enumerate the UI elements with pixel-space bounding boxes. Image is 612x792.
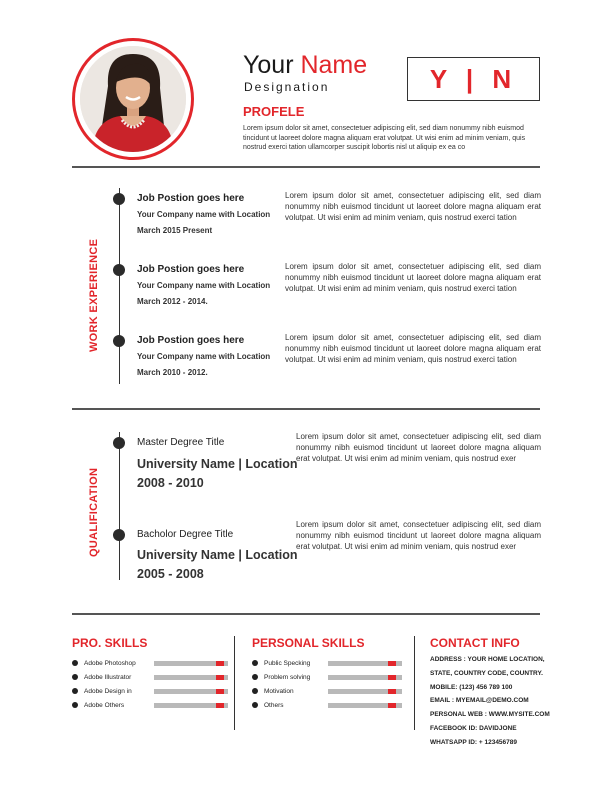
skill-row bbox=[72, 656, 228, 670]
column-separator bbox=[414, 636, 415, 730]
contact-heading: CONTACT INFO bbox=[430, 636, 520, 650]
job-date: March 2012 - 2014. bbox=[137, 297, 208, 306]
job-company: Your Company name with Location bbox=[137, 352, 271, 361]
degree-title: Bacholor Degree Title bbox=[137, 529, 234, 540]
skill-bar-fill bbox=[216, 703, 224, 708]
job-title: Job Postion goes here bbox=[137, 335, 245, 346]
contact-email: EMAIL : MYEMAIL@DEMO.COM bbox=[430, 697, 529, 705]
contact-address-line-1: ADDRESS : YOUR HOME LOCATION, bbox=[430, 656, 545, 663]
timeline-dot bbox=[113, 529, 125, 541]
job-date: March 2015 Present bbox=[137, 226, 213, 235]
divider-3 bbox=[72, 613, 540, 615]
job-title: Job Postion goes here bbox=[137, 193, 245, 204]
skill-label: Adobe Design in bbox=[84, 687, 132, 695]
bullet-icon bbox=[252, 688, 258, 694]
contact-mobile: MOBILE: (123) 456 789 100 bbox=[430, 683, 513, 691]
skill-bar-fill bbox=[388, 703, 396, 708]
divider-1 bbox=[72, 166, 540, 168]
divider-2 bbox=[72, 408, 540, 410]
skill-bar-fill bbox=[216, 661, 224, 666]
job-description: Lorem ipsum dolor sit amet, consectetuer adipiscing elit, sed diam nonummy nibh euismod tincidunt ut laoreet dolore magna aliquam erat volutpat. Ut wisi enim ad minim veniam, quis nostrud exerci tation bbox=[285, 333, 541, 364]
personal-skills-heading: PERSONAL SKILLS bbox=[252, 636, 365, 650]
contact-facebook: FACEBOOK ID: DAVIDJONE bbox=[430, 724, 517, 732]
column-separator bbox=[234, 636, 235, 730]
skill-row bbox=[72, 698, 228, 712]
personal-skills-list bbox=[252, 656, 408, 712]
full-name bbox=[243, 52, 367, 78]
bullet-icon bbox=[72, 674, 78, 680]
skill-bar-fill bbox=[388, 675, 396, 680]
last-name: Name bbox=[300, 51, 368, 79]
degree-years: 2005 - 2008 bbox=[137, 567, 204, 581]
job-date: March 2010 - 2012. bbox=[137, 368, 208, 377]
pro-skills-heading: PRO. SKILLS bbox=[72, 636, 148, 650]
contact-website: PERSONAL WEB : WWW.MYSITE.COM bbox=[430, 711, 550, 719]
bullet-icon bbox=[252, 660, 258, 666]
bullet-icon bbox=[72, 702, 78, 708]
degree-university: University Name | Location bbox=[137, 548, 298, 562]
degree-university: University Name | Location bbox=[137, 457, 298, 471]
contact-list bbox=[430, 653, 550, 750]
degree-years: 2008 - 2010 bbox=[137, 476, 204, 490]
timeline-dot bbox=[113, 335, 125, 347]
skill-bar-fill bbox=[216, 689, 224, 694]
skill-bar-fill bbox=[216, 675, 224, 680]
skill-row bbox=[252, 684, 408, 698]
skill-bar-fill bbox=[388, 689, 396, 694]
skill-row bbox=[252, 656, 408, 670]
degree-description: Lorem ipsum dolor sit amet, consectetuer adipiscing elit, sed diam nonummy nibh euismod tincidunt ut laoreet dolore magna aliquam erat volutpat. Ut wisi enim ad minim veniam, quis nostrud exer bbox=[296, 432, 541, 463]
job-description: Lorem ipsum dolor sit amet, consectetuer adipiscing elit, sed diam nonummy nibh euismod tincidunt ut laoreet dolore magna aliquam erat volutpat. Ut wisi enim ad minim veniam, quis nostrud exerci tation bbox=[285, 262, 541, 293]
job-company: Your Company name with Location bbox=[137, 210, 271, 219]
skill-label: Motivation bbox=[264, 687, 294, 695]
skill-row bbox=[72, 670, 228, 684]
profile-text: Lorem ipsum dolor sit amet, consectetuer adipiscing elit, sed diam nonummy nibh euismod tincidunt ut laoreet dolore magna aliquam erat volutpat. Ut wisi enim ad minim veniam, quis nostrud exerci tation ullamcorper suscipit lobortis nisl ut aliquip ex ea co bbox=[243, 125, 526, 152]
skill-bar bbox=[328, 689, 402, 694]
job-description: Lorem ipsum dolor sit amet, consectetuer adipiscing elit, sed diam nonummy nibh euismod tincidunt ut laoreet dolore magna aliquam erat volutpat. Ut wisi enim ad minim veniam, quis nostrud exerci tation bbox=[285, 191, 541, 222]
bullet-icon bbox=[72, 660, 78, 666]
skill-label: Problem solving bbox=[264, 673, 311, 681]
degree-title: Master Degree Title bbox=[137, 437, 225, 448]
job-company: Your Company name with Location bbox=[137, 281, 271, 290]
skill-label: Adobe Others bbox=[84, 701, 125, 709]
profile-photo bbox=[80, 46, 186, 152]
pro-skills-list bbox=[72, 656, 228, 712]
timeline-dot bbox=[113, 264, 125, 276]
skill-bar bbox=[328, 703, 402, 708]
job-title: Job Postion goes here bbox=[137, 264, 245, 275]
qualification-label: QUALIFICATION bbox=[88, 467, 100, 557]
skill-bar bbox=[154, 675, 228, 680]
skill-row bbox=[252, 698, 408, 712]
timeline-dot bbox=[113, 437, 125, 449]
skill-bar bbox=[328, 675, 402, 680]
bullet-icon bbox=[72, 688, 78, 694]
skill-bar bbox=[154, 689, 228, 694]
skill-label: Adobe Illustrator bbox=[84, 673, 132, 681]
initials-logo: Y | N bbox=[407, 57, 540, 101]
designation: Designation bbox=[244, 80, 330, 94]
skill-label: Others bbox=[264, 701, 284, 709]
work-experience-label: WORK EXPERIENCE bbox=[88, 238, 100, 352]
contact-whatsapp: WHATSAPP ID: + 123456789 bbox=[430, 738, 518, 746]
skill-bar bbox=[154, 703, 228, 708]
skill-row bbox=[72, 684, 228, 698]
work-timeline-line bbox=[119, 188, 120, 384]
bullet-icon bbox=[252, 674, 258, 680]
skill-bar bbox=[154, 661, 228, 666]
contact-address-line-2: STATE, COUNTRY CODE, COUNTRY. bbox=[430, 669, 543, 677]
skill-row bbox=[252, 670, 408, 684]
timeline-dot bbox=[113, 193, 125, 205]
bullet-icon bbox=[252, 702, 258, 708]
skill-bar bbox=[328, 661, 402, 666]
profile-heading: PROFELE bbox=[243, 104, 305, 119]
skill-label: Adobe Photoshop bbox=[84, 659, 136, 667]
skill-label: Public Specking bbox=[264, 659, 311, 667]
degree-description: Lorem ipsum dolor sit amet, consectetuer adipiscing elit, sed diam nonummy nibh euismod tincidunt ut laoreet dolore magna aliquam erat volutpat. Ut wisi enim ad minim veniam, quis nostrud exer bbox=[296, 520, 541, 551]
first-name: Your bbox=[243, 51, 294, 79]
skill-bar-fill bbox=[388, 661, 396, 666]
qualification-timeline-line bbox=[119, 432, 120, 580]
